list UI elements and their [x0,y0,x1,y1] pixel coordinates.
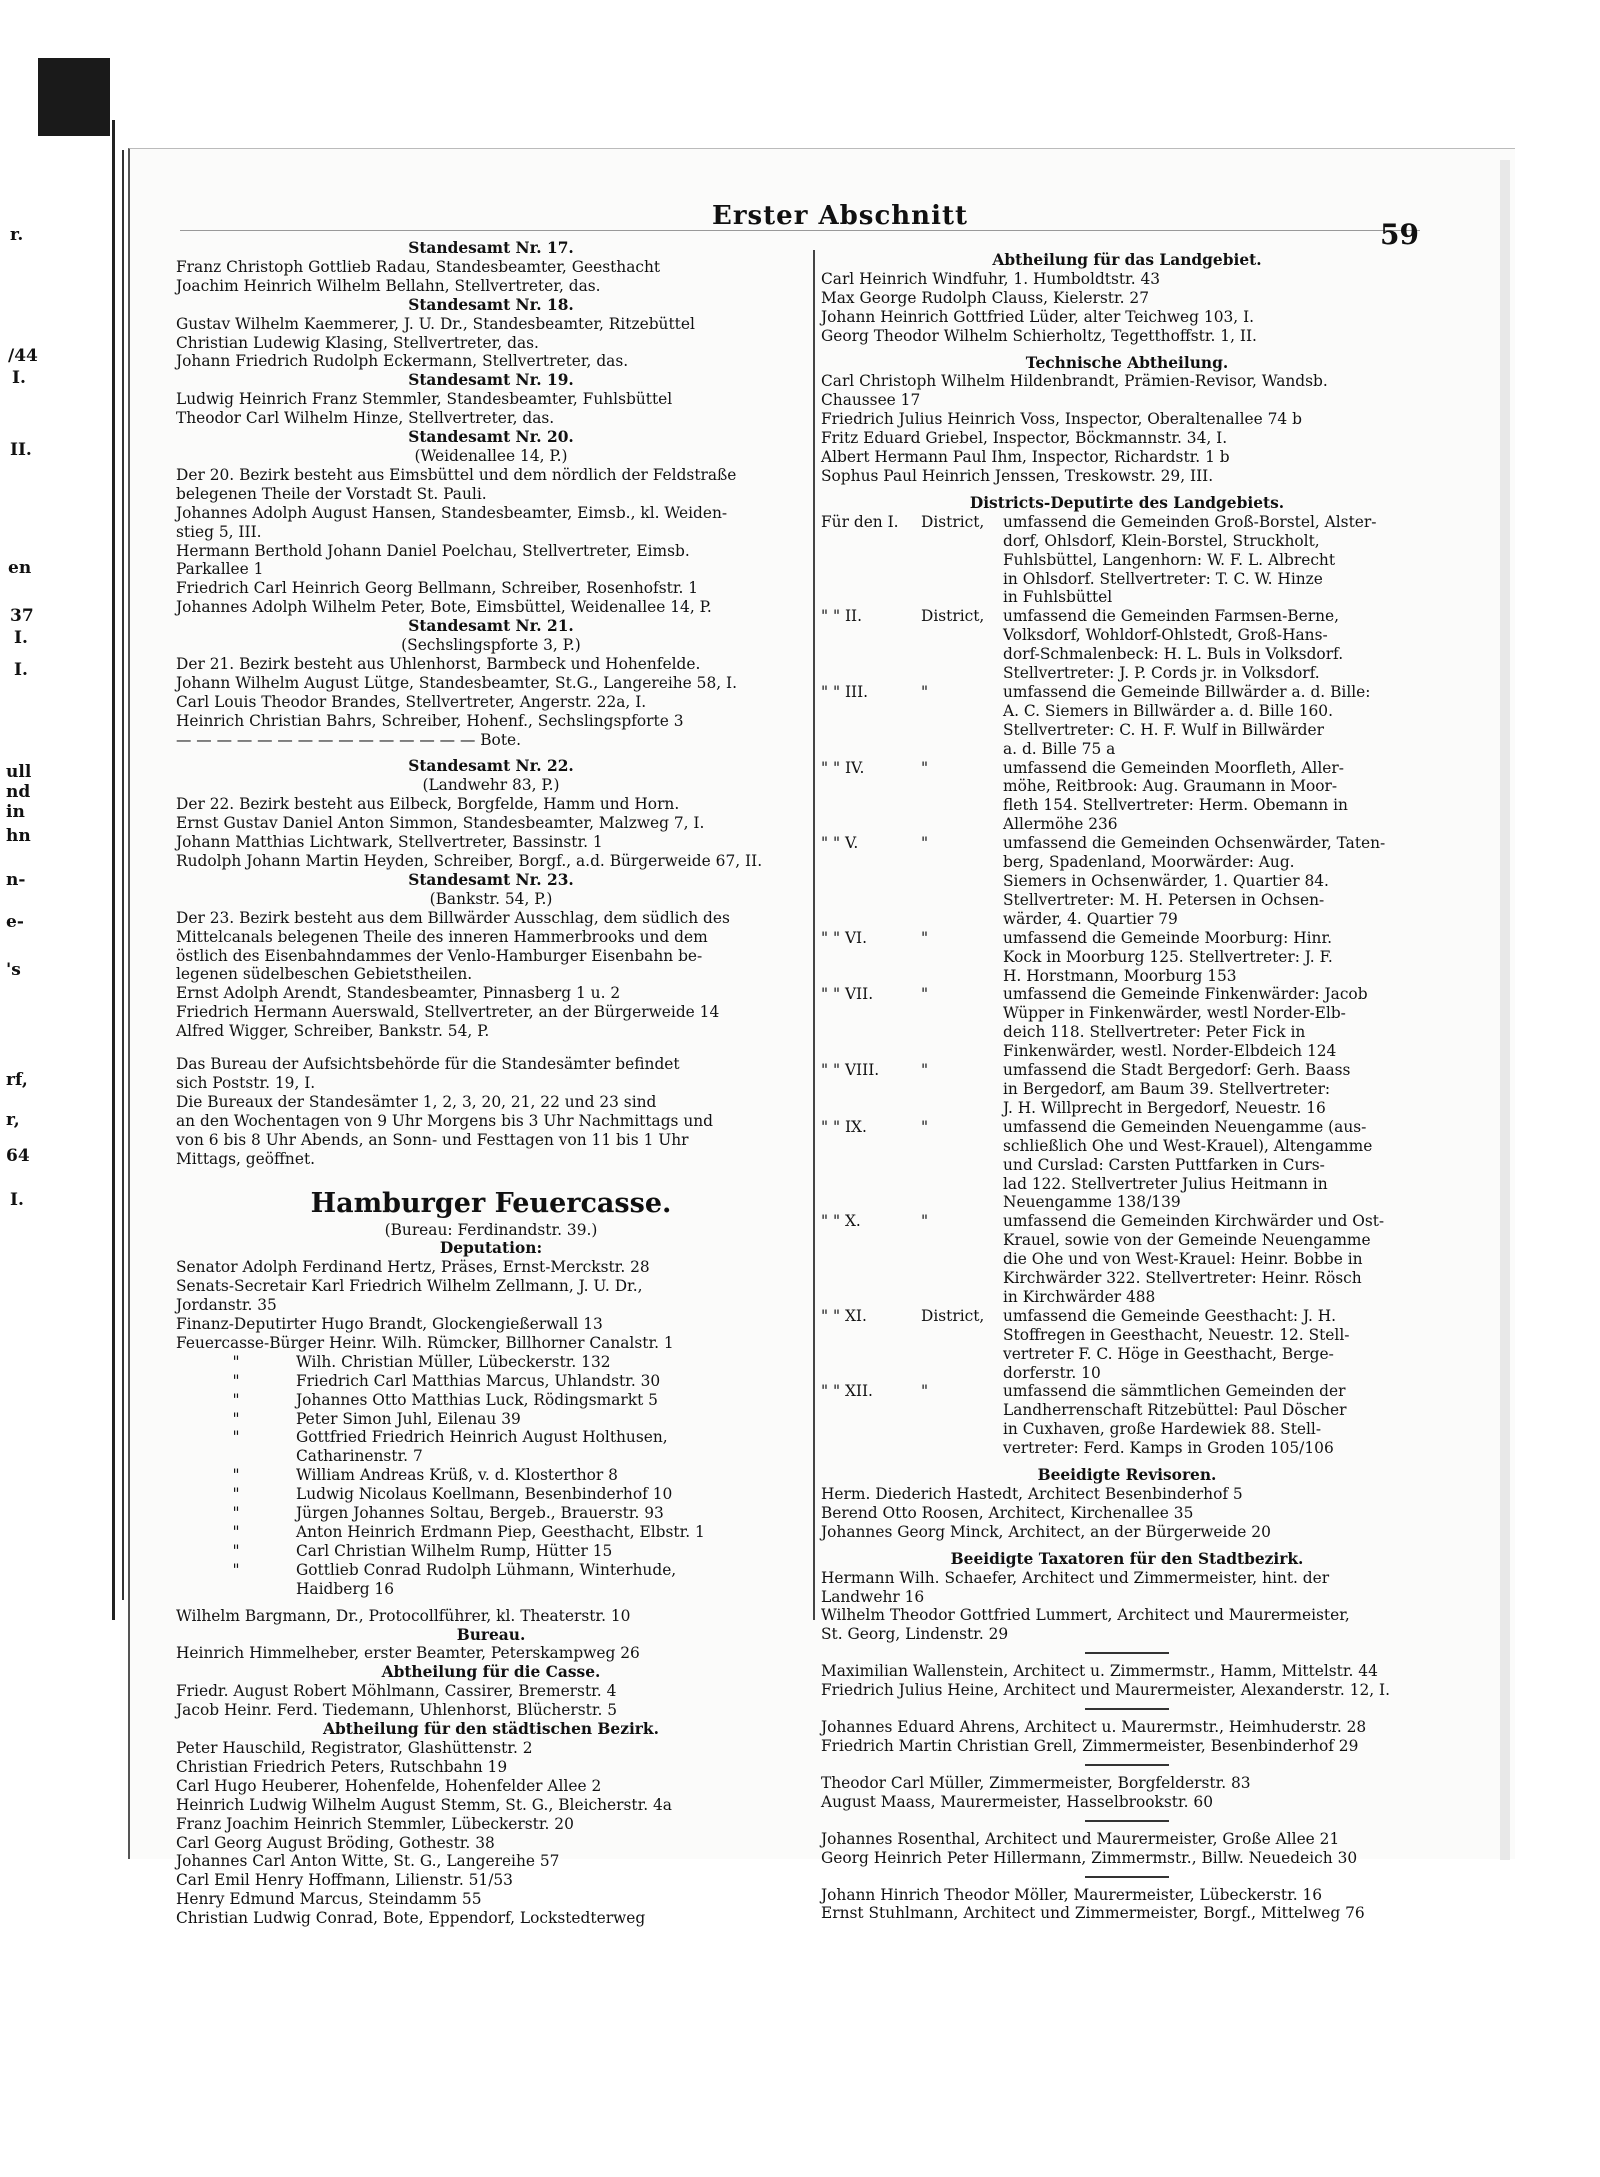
district-row [821,1382,1433,1458]
text-line: Heinrich Himmelheber, erster Beamter, Peterskampweg 26 [176,1644,640,1663]
edge-fragment: r, [6,1110,20,1130]
stadt-bezirk-list [176,1739,806,1928]
text-line: J. H. Willprecht in Bergedorf, Neuestr. 16 [1003,1098,1326,1117]
text-line: Joachim Heinrich Wilhelm Bellahn, Stellvertreter, das. [176,276,601,295]
edge-fragment: in [6,802,25,822]
right-column [821,251,1433,1923]
district-kind: District, [921,607,985,626]
text-line: berg, Spadenland, Moorwärder: Aug. [1003,853,1295,872]
casse-heading: Abtheilung für die Casse. [381,1663,601,1682]
edge-fragment: 37 [10,606,34,626]
buerger-text: Johannes Otto Matthias Luck, Rödingsmarkt 5 [296,1390,658,1409]
text-line: Hermann Wilh. Schaefer, Architect und Zimmermeister, hint. der [821,1568,1330,1587]
buerger-row [176,1504,806,1523]
text-line: Johannes Adolph August Hansen, Standesbeamter, Eimsb., kl. Weiden- [176,503,728,522]
text-line: Feuercasse-Bürger Heinr. Wilh. Rümcker, Billhorner Canalstr. 1 [176,1333,674,1352]
text-line: umfassend die sämmtlichen Gemeinden der [1003,1382,1346,1401]
text-line: die Ohe und von West-Krauel: Heinr. Bobbe in [1003,1250,1363,1269]
text-line: in Cuxhaven, große Hardewiek 88. Stell- [1003,1420,1322,1439]
district-label: " " III. [821,682,869,701]
district-label: " " VIII. [821,1061,880,1080]
district-kind: " [921,1117,929,1136]
ditto-mark: " [232,1504,240,1523]
text-line: dorf, Ohlsdorf, Klein-Borstel, Struckholt, [1003,531,1320,550]
revisoren-list [821,1485,1433,1542]
text-line: umfassend die Gemeinde Geesthacht: J. H. [1003,1306,1337,1325]
buerger-row [176,1523,806,1542]
edge-fragment: I. [14,660,28,680]
text-line: Carl Christoph Wilhelm Hildenbrandt, Prämien-Revisor, Wandsb. [821,372,1328,391]
buerger-row [176,1542,806,1561]
standesamt-21-address: (Sechslingspforte 3, P.) [401,636,581,655]
buerger-text: Peter Simon Juhl, Eilenau 39 [296,1409,521,1428]
district-text [1003,1212,1423,1307]
district-label: " " XI. [821,1306,867,1325]
buerger-text: Friedrich Carl Matthias Marcus, Uhlandstr. 30 [296,1371,661,1390]
text-line: Johannes Carl Anton Witte, St. G., Langereihe 57 [176,1852,560,1871]
text-line: Wilhelm Theodor Gottfried Lummert, Architect und Maurermeister, [821,1606,1350,1625]
text-line: östlich des Eisenbahndammes der Venlo-Hamburger Eisenbahn be- [176,946,703,965]
ditto-mark: " [232,1485,240,1504]
district-kind: " [921,758,929,777]
buerger-row [176,1428,806,1447]
district-text [1003,607,1423,683]
technische-list [821,372,1433,485]
text-line: umfassend die Gemeinden Ochsenwärder, Taten- [1003,834,1386,853]
text-line: Allermöhe 236 [1003,815,1118,834]
text-line: lad 122. Stellvertreter Julius Heitmann in [1003,1174,1328,1193]
bureau-list [176,1644,806,1663]
text-line: Johann Hinrich Theodor Möller, Maurermeister, Lübeckerstr. 16 [821,1885,1323,1904]
text-line: umfassend die Gemeinde Billwärder a. d. Bille: [1003,682,1371,701]
text-line: Jordanstr. 35 [176,1296,277,1315]
group-separator [1085,1652,1169,1654]
district-label: " " II. [821,607,862,626]
district-kind: " [921,1382,929,1401]
buerger-text: Catharinenstr. 7 [296,1447,423,1466]
dash-line-bote: — — — — — — — — — — — — — — — Bote. [176,730,522,749]
buerger-row [176,1353,806,1372]
district-label: " " XII. [821,1382,873,1401]
text-line: vertreter F. C. Höge in Geesthacht, Berge- [1003,1344,1334,1363]
edge-fragment: 's [6,960,21,980]
text-line: sich Poststr. 19, I. [176,1073,316,1092]
feuercasse-buerger-list [176,1353,806,1599]
text-line: legenen südelbeschen Gebietstheilen. [176,965,473,984]
ditto-mark: " [232,1352,240,1371]
scan-page-edge-line-inner [122,150,124,1600]
district-row [821,759,1433,835]
ditto-mark: " [232,1409,240,1428]
edge-fragment: hn [6,826,31,846]
text-line: dorferstr. 10 [1003,1363,1101,1382]
standesamt-23-address: (Bankstr. 54, P.) [429,889,553,908]
buerger-row [176,1391,806,1410]
buerger-text: Gottfried Friedrich Heinrich August Holthusen, [296,1428,668,1447]
text-line: Krauel, sowie von der Gemeinde Neuengamme [1003,1231,1371,1250]
text-line: Mittags, geöffnet. [176,1149,316,1168]
text-line: Mittelcanals belegenen Theile des inneren Hammerbrooks und dem [176,927,708,946]
text-line: Peter Hauschild, Registrator, Glashüttenstr. 2 [176,1738,533,1757]
bureau-note [176,1055,806,1168]
text-line: Stellvertreter: M. H. Petersen in Ochsen- [1003,890,1325,909]
buerger-text: Anton Heinrich Erdmann Piep, Geesthacht, Elbstr. 1 [296,1523,705,1541]
buerger-text: Ludwig Nicolaus Koellmann, Besenbinderhof 10 [296,1485,673,1504]
technische-heading: Technische Abtheilung. [1025,353,1229,372]
text-line: Carl Georg August Bröding, Gothestr. 38 [176,1833,495,1852]
text-line: Stoffregen in Geesthacht, Neuestr. 12. Stell- [1003,1325,1350,1344]
edge-fragment: /44 [8,346,38,366]
edge-fragment: I. [14,628,28,648]
text-line: stieg 5, III. [176,522,262,541]
text-line: Christian Friedrich Peters, Rutschbahn 19 [176,1757,508,1776]
text-line: Max George Rudolph Clauss, Kielerstr. 27 [821,288,1149,307]
buerger-row [176,1447,806,1466]
district-text [1003,834,1423,929]
edge-fragment: I. [10,1190,24,1210]
district-row [821,1212,1433,1307]
text-line: Carl Louis Theodor Brandes, Stellvertreter, Angerstr. 22a, I. [176,692,647,711]
district-kind: District, [921,1306,985,1325]
edge-fragment: nd [6,782,31,802]
district-label: " " X. [821,1212,861,1231]
ditto-mark: " [232,1523,240,1541]
text-line: Theodor Carl Müller, Zimmermeister, Borgfelderstr. 83 [821,1773,1251,1792]
district-text [1003,683,1423,759]
district-text [1003,1061,1423,1118]
text-line: deich 118. Stellvertreter: Peter Fick in [1003,1023,1306,1042]
edge-fragment: e- [6,912,24,932]
text-line: Siemers in Ochsenwärder, 1. Quartier 84. [1003,872,1329,890]
text-line: Ernst Stuhlmann, Architect und Zimmermeister, Borgf., Mittelweg 76 [821,1904,1365,1923]
text-line: H. Horstmann, Moorburg 153 [1003,966,1237,985]
district-text [1003,1307,1423,1383]
deputation-list [176,1258,806,1353]
buerger-row [176,1466,806,1485]
text-line: dorf-Schmalenbeck: H. L. Buls in Volksdorf. [1003,645,1344,664]
text-line: Berend Otto Roosen, Architect, Kirchenallee 35 [821,1503,1194,1522]
text-line: Franz Christoph Gottlieb Radau, Standesbeamter, Geesthacht [176,257,661,276]
buerger-row [176,1561,806,1580]
text-line: in Fuhlsbüttel [1003,588,1113,607]
text-line: Finanz-Deputirter Hugo Brandt, Glockengießerwall 13 [176,1315,603,1334]
section-heading-standesamt-18: Standesamt Nr. 18. [408,295,574,314]
district-row [821,607,1433,683]
text-line: Der 23. Bezirk besteht aus dem Billwärder Ausschlag, dem südlich des [176,908,730,927]
district-text [1003,759,1423,835]
text-line: Friedrich Martin Christian Grell, Zimmermeister, Besenbinderhof 29 [821,1736,1359,1755]
district-label: Für den I. [821,512,899,531]
text-line: Finkenwärder, westl. Norder-Elbdeich 124 [1003,1042,1337,1061]
text-line: Henry Edmund Marcus, Steindamm 55 [176,1890,482,1909]
ditto-mark: " [232,1541,240,1560]
left-column [176,239,806,1928]
district-kind: " [921,1212,929,1231]
text-line: Rudolph Johann Martin Heyden, Schreiber, Borgf., a.d. Bürgerweide 67, II. [176,852,763,870]
text-line: Ludwig Heinrich Franz Stemmler, Standesbeamter, Fuhlsbüttel [176,390,673,409]
edge-fragment: II. [10,440,32,460]
text-line: Landwehr 16 [821,1587,925,1606]
taxatoren-list [821,1569,1433,1924]
text-line: wärder, 4. Quartier 79 [1003,909,1178,928]
taxatoren-heading: Beeidigte Taxatoren für den Stadtbezirk. [950,1549,1304,1568]
text-line: Stellvertreter: J. P. Cords jr. in Volksdorf. [1003,664,1320,683]
text-line: Der 21. Bezirk besteht aus Uhlenhorst, Barmbeck und Hohenfelde. [176,654,701,673]
text-line: Christian Ludwig Conrad, Bote, Eppendorf, Lockstedterweg [176,1909,646,1928]
text-line: Landherrenschaft Ritzebüttel: Paul Döscher [1003,1401,1347,1420]
district-row [821,929,1433,986]
text-line: belegenen Theile der Vorstadt St. Pauli. [176,484,487,503]
group-separator [1085,1820,1169,1822]
text-line: in Kirchwärder 488 [1003,1287,1156,1306]
district-row [821,1307,1433,1383]
text-line: von 6 bis 8 Uhr Abends, an Sonn- und Festtagen von 11 bis 1 Uhr [176,1130,689,1149]
district-label: " " VII. [821,985,874,1004]
text-line: a. d. Bille 75 a [1003,739,1116,758]
ditto-mark: " [232,1560,240,1579]
text-line: Johann Matthias Lichtwark, Stellvertreter, Bassinstr. 1 [176,833,603,852]
ditto-mark: " [232,1390,240,1409]
text-line: Ernst Adolph Arendt, Standesbeamter, Pinnasberg 1 u. 2 [176,984,621,1003]
text-line: Fuhlsbüttel, Langenhorn: W. F. L. Albrecht [1003,550,1336,569]
buerger-text: Jürgen Johannes Soltau, Bergeb., Brauerstr. 93 [296,1504,664,1523]
edge-fragment: rf, [6,1070,28,1090]
text-line: Herm. Diederich Hastedt, Architect Besenbinderhof 5 [821,1485,1243,1503]
text-line: Georg Heinrich Peter Hillermann, Zimmermstr., Billw. Neuedeich 30 [821,1848,1358,1867]
text-line: umfassend die Gemeinden Neuengamme (aus- [1003,1117,1367,1136]
text-line: Maximilian Wallenstein, Architect u. Zimmermstr., Hamm, Mittelstr. 44 [821,1662,1378,1681]
text-line: Friedrich Carl Heinrich Georg Bellmann, Schreiber, Rosenhofstr. 1 [176,579,699,598]
edge-fragment: 64 [6,1146,30,1166]
text-line: August Maass, Maurermeister, Hasselbrookstr. 60 [821,1792,1214,1811]
buerger-text: Wilh. Christian Müller, Lübeckerstr. 132 [296,1352,611,1371]
deputation-heading: Deputation: [439,1239,543,1258]
standesamt-23-list [176,909,806,1041]
text-line: umfassend die Gemeinden Kirchwärder und Ost- [1003,1212,1385,1231]
district-label: " " VI. [821,928,868,947]
standesamt-20-list [176,466,806,617]
edge-fragment: ull [6,762,32,782]
text-line: umfassend die Gemeinden Groß-Borstel, Alster- [1003,512,1377,531]
district-row [821,513,1433,608]
text-line: Kirchwärder 322. Stellvertreter: Heinr. Rösch [1003,1269,1362,1288]
text-line: Carl Emil Henry Hoffmann, Lilienstr. 51/53 [176,1871,513,1890]
text-line: und Curslad: Carsten Puttfarken in Curs- [1003,1155,1325,1174]
column-divider [813,250,815,1620]
buerger-row [176,1580,806,1599]
running-head: Erster Abschnitt [712,201,968,231]
casse-list [176,1682,806,1720]
group-separator [1085,1708,1169,1710]
ditto-mark [176,1580,296,1599]
text-line: Jacob Heinr. Ferd. Tiedemann, Uhlenhorst, Blücherstr. 5 [176,1701,618,1720]
district-row [821,985,1433,1061]
text-line: Theodor Carl Wilhelm Hinze, Stellvertreter, das. [176,409,555,428]
buerger-row [176,1372,806,1391]
text-line: Das Bureau der Aufsichtsbehörde für die Standesämter befindet [176,1055,680,1074]
text-line: Die Bureaux der Standesämter 1, 2, 3, 20, 21, 22 und 23 sind [176,1092,657,1111]
district-kind: " [921,1061,929,1080]
text-line: Heinrich Christian Bahrs, Schreiber, Hohenf., Sechslingspforte 3 [176,711,684,730]
district-label: " " IV. [821,758,865,777]
buerger-text: William Andreas Krüß, v. d. Klosterthor 8 [296,1466,618,1485]
text-line: Johannes Eduard Ahrens, Architect u. Maurermstr., Heimhuderstr. 28 [821,1718,1367,1737]
text-line: Stellvertreter: C. H. F. Wulf in Billwärder [1003,720,1324,739]
text-line: St. Georg, Lindenstr. 29 [821,1625,1009,1644]
district-text [1003,1382,1423,1458]
bureau-heading: Bureau. [456,1625,526,1644]
text-line: Kock in Moorburg 125. Stellvertreter: J. F. [1003,947,1333,966]
deputirte-heading: Districts-Deputirte des Landgebiets. [969,493,1285,512]
buerger-text: Gottlieb Conrad Rudolph Lühmann, Winterhude, [296,1560,677,1579]
feuercasse-title: Hamburger Feuercasse. [310,1187,672,1219]
text-line: Friedrich Hermann Auerswald, Stellvertreter, an der Bürgerweide 14 [176,1003,720,1022]
district-label: " " IX. [821,1117,867,1136]
text-line: Fritz Eduard Griebel, Inspector, Böckmannstr. 34, I. [821,429,1228,448]
district-text [1003,985,1423,1061]
district-label: " " V. [821,834,859,853]
ditto-mark: " [232,1371,240,1390]
standesamt-20-address: (Weidenallee 14, P.) [414,446,568,465]
section-heading-standesamt-22: Standesamt Nr. 22. [408,757,574,776]
text-line: A. C. Siemers in Billwärder a. d. Bille 160. [1003,701,1333,720]
district-kind: " [921,928,929,947]
buerger-text: Carl Christian Wilhelm Rump, Hütter 15 [296,1541,613,1560]
text-line: Gustav Wilhelm Kaemmerer, J. U. Dr., Standesbeamter, Ritzebüttel [176,314,695,333]
edge-fragment: n- [6,870,26,890]
text-line: umfassend die Stadt Bergedorf: Gerh. Baass [1003,1061,1351,1080]
district-text [1003,1118,1423,1213]
text-line: möhe, Reitbrook: Aug. Graumann in Moor- [1003,777,1338,796]
text-line: Friedrich Julius Heinrich Voss, Inspector, Oberaltenallee 74 b [821,410,1302,429]
section-heading-standesamt-17: Standesamt Nr. 17. [408,239,574,257]
district-kind: " [921,985,929,1004]
stadt-bezirk-heading: Abtheilung für den städtischen Bezirk. [323,1720,659,1739]
text-line: Alfred Wigger, Schreiber, Bankstr. 54, P. [176,1022,490,1041]
text-line: Carl Hugo Heuberer, Hohenfelde, Hohenfelder Allee 2 [176,1776,602,1795]
ditto-mark [176,1447,296,1466]
revisoren-heading: Beeidigte Revisoren. [1037,1466,1217,1485]
text-line: umfassend die Gemeinde Moorburg: Hinr. [1003,928,1333,947]
standesamt-19-list [176,390,806,428]
standesamt-22-address: (Landwehr 83, P.) [422,776,560,795]
text-line: Georg Theodor Wilhelm Schierholtz, Tegetthoffstr. 1, II. [821,326,1257,345]
text-line: Johann Friedrich Rudolph Eckermann, Stellvertreter, das. [176,352,629,371]
district-row [821,1118,1433,1213]
district-row [821,683,1433,759]
text-line: in Bergedorf, am Baum 39. Stellvertreter: [1003,1079,1331,1098]
district-row [821,1061,1433,1118]
scan-dark-edge [38,58,110,136]
protocol-line: Wilhelm Bargmann, Dr., Protocollführer, kl. Theaterstr. 10 [176,1606,631,1625]
section-heading-standesamt-23: Standesamt Nr. 23. [408,870,574,889]
text-line: Carl Heinrich Windfuhr, 1. Humboldtstr. 43 [821,269,1161,288]
text-line: Johannes Georg Minck, Architect, an der Bürgerweide 20 [821,1522,1271,1541]
district-text [1003,929,1423,986]
text-line: Senator Adolph Ferdinand Hertz, Präses, Ernst-Merckstr. 28 [176,1258,650,1277]
text-line: Johann Heinrich Gottfried Lüder, alter Teichweg 103, I. [821,307,1255,326]
scan-page-edge-line [112,120,115,1620]
page-shadow [1500,160,1510,1860]
district-row [821,834,1433,929]
text-line: umfassend die Gemeinden Farmsen-Berne, [1003,607,1339,626]
text-line: Wüpper in Finkenwärder, westl Norder-Elb- [1003,1004,1346,1023]
buerger-text: Haidberg 16 [296,1579,395,1598]
text-line: Neuengamme 138/139 [1003,1193,1181,1212]
text-line: Franz Joachim Heinrich Stemmler, Lübeckerstr. 20 [176,1814,574,1833]
group-separator [1085,1876,1169,1878]
buerger-row [176,1485,806,1504]
text-line: Albert Hermann Paul Ihm, Inspector, Richardstr. 1 b [821,448,1230,467]
text-line: Friedr. August Robert Möhlmann, Cassirer, Bremerstr. 4 [176,1682,617,1701]
text-line: Friedrich Julius Heine, Architect und Maurermeister, Alexanderstr. 12, I. [821,1681,1391,1700]
section-heading-standesamt-21: Standesamt Nr. 21. [408,617,574,636]
standesamt-17-list [176,258,806,296]
text-line: Hermann Berthold Johann Daniel Poelchau, Stellvertreter, Eimsb. [176,541,690,560]
text-line: Parkallee 1 [176,560,264,579]
district-kind: " [921,834,929,853]
text-line: Sophus Paul Heinrich Jenssen, Treskowstr. 29, III. [821,466,1214,485]
text-line: Der 22. Bezirk besteht aus Eilbeck, Borgfelde, Hamm und Horn. [176,795,680,814]
text-line: Johannes Adolph Wilhelm Peter, Bote, Eimsbüttel, Weidenallee 14, P. [176,598,712,617]
text-line: an den Wochentagen von 9 Uhr Morgens bis 3 Uhr Nachmittags und [176,1111,714,1130]
text-line: Christian Ludewig Klasing, Stellvertreter, das. [176,333,539,352]
standesamt-22-list [176,795,806,871]
text-line: in Ohlsdorf. Stellvertreter: T. C. W. Hinze [1003,569,1323,588]
text-line: umfassend die Gemeinde Finkenwärder: Jacob [1003,985,1368,1004]
feuercasse-address: (Bureau: Ferdinandstr. 39.) [384,1220,598,1239]
edge-fragment: r. [10,225,24,245]
edge-fragment: en [8,558,32,578]
standesamt-18-list [176,315,806,372]
ditto-mark: " [232,1428,240,1447]
district-kind: " [921,682,929,701]
section-heading-standesamt-19: Standesamt Nr. 19. [408,371,574,390]
group-separator [1085,1764,1169,1766]
text-line: Johannes Rosenthal, Architect und Maurermeister, Große Allee 21 [821,1829,1340,1848]
text-line: schließlich Ohe und West-Krauel), Altengamme [1003,1136,1373,1155]
text-line: vertreter: Ferd. Kamps in Groden 105/106 [1003,1439,1334,1458]
text-line: Ernst Gustav Daniel Anton Simmon, Standesbeamter, Malzweg 7, I. [176,814,705,833]
edge-fragment: I. [12,368,26,388]
text-line: Chaussee 17 [821,391,921,410]
page-number: 59 [1380,218,1419,251]
text-line: Der 20. Bezirk besteht aus Eimsbüttel und dem nördlich der Feldstraße [176,465,737,484]
text-line: Senats-Secretair Karl Friedrich Wilhelm Zellmann, J. U. Dr., [176,1277,643,1296]
district-kind: District, [921,512,985,531]
buerger-row [176,1410,806,1429]
text-line: Volksdorf, Wohldorf-Ohlstedt, Groß-Hans- [1003,626,1328,645]
text-line: fleth 154. Stellvertreter: Herm. Obemann in [1003,796,1348,815]
standesamt-21-list [176,655,806,731]
text-line: umfassend die Gemeinden Moorfleth, Aller- [1003,758,1344,777]
text-line: Johann Wilhelm August Lütge, Standesbeamter, St.G., Langereihe 58, I. [176,673,737,692]
text-line: Heinrich Ludwig Wilhelm August Stemm, St. G., Bleicherstr. 4a [176,1795,672,1814]
districts-list [821,513,1433,1458]
district-text [1003,513,1423,608]
landgebiet-heading: Abtheilung für das Landgebiet. [992,251,1262,269]
ditto-mark: " [232,1466,240,1485]
landgebiet-list [821,270,1433,346]
section-heading-standesamt-20: Standesamt Nr. 20. [408,428,574,447]
